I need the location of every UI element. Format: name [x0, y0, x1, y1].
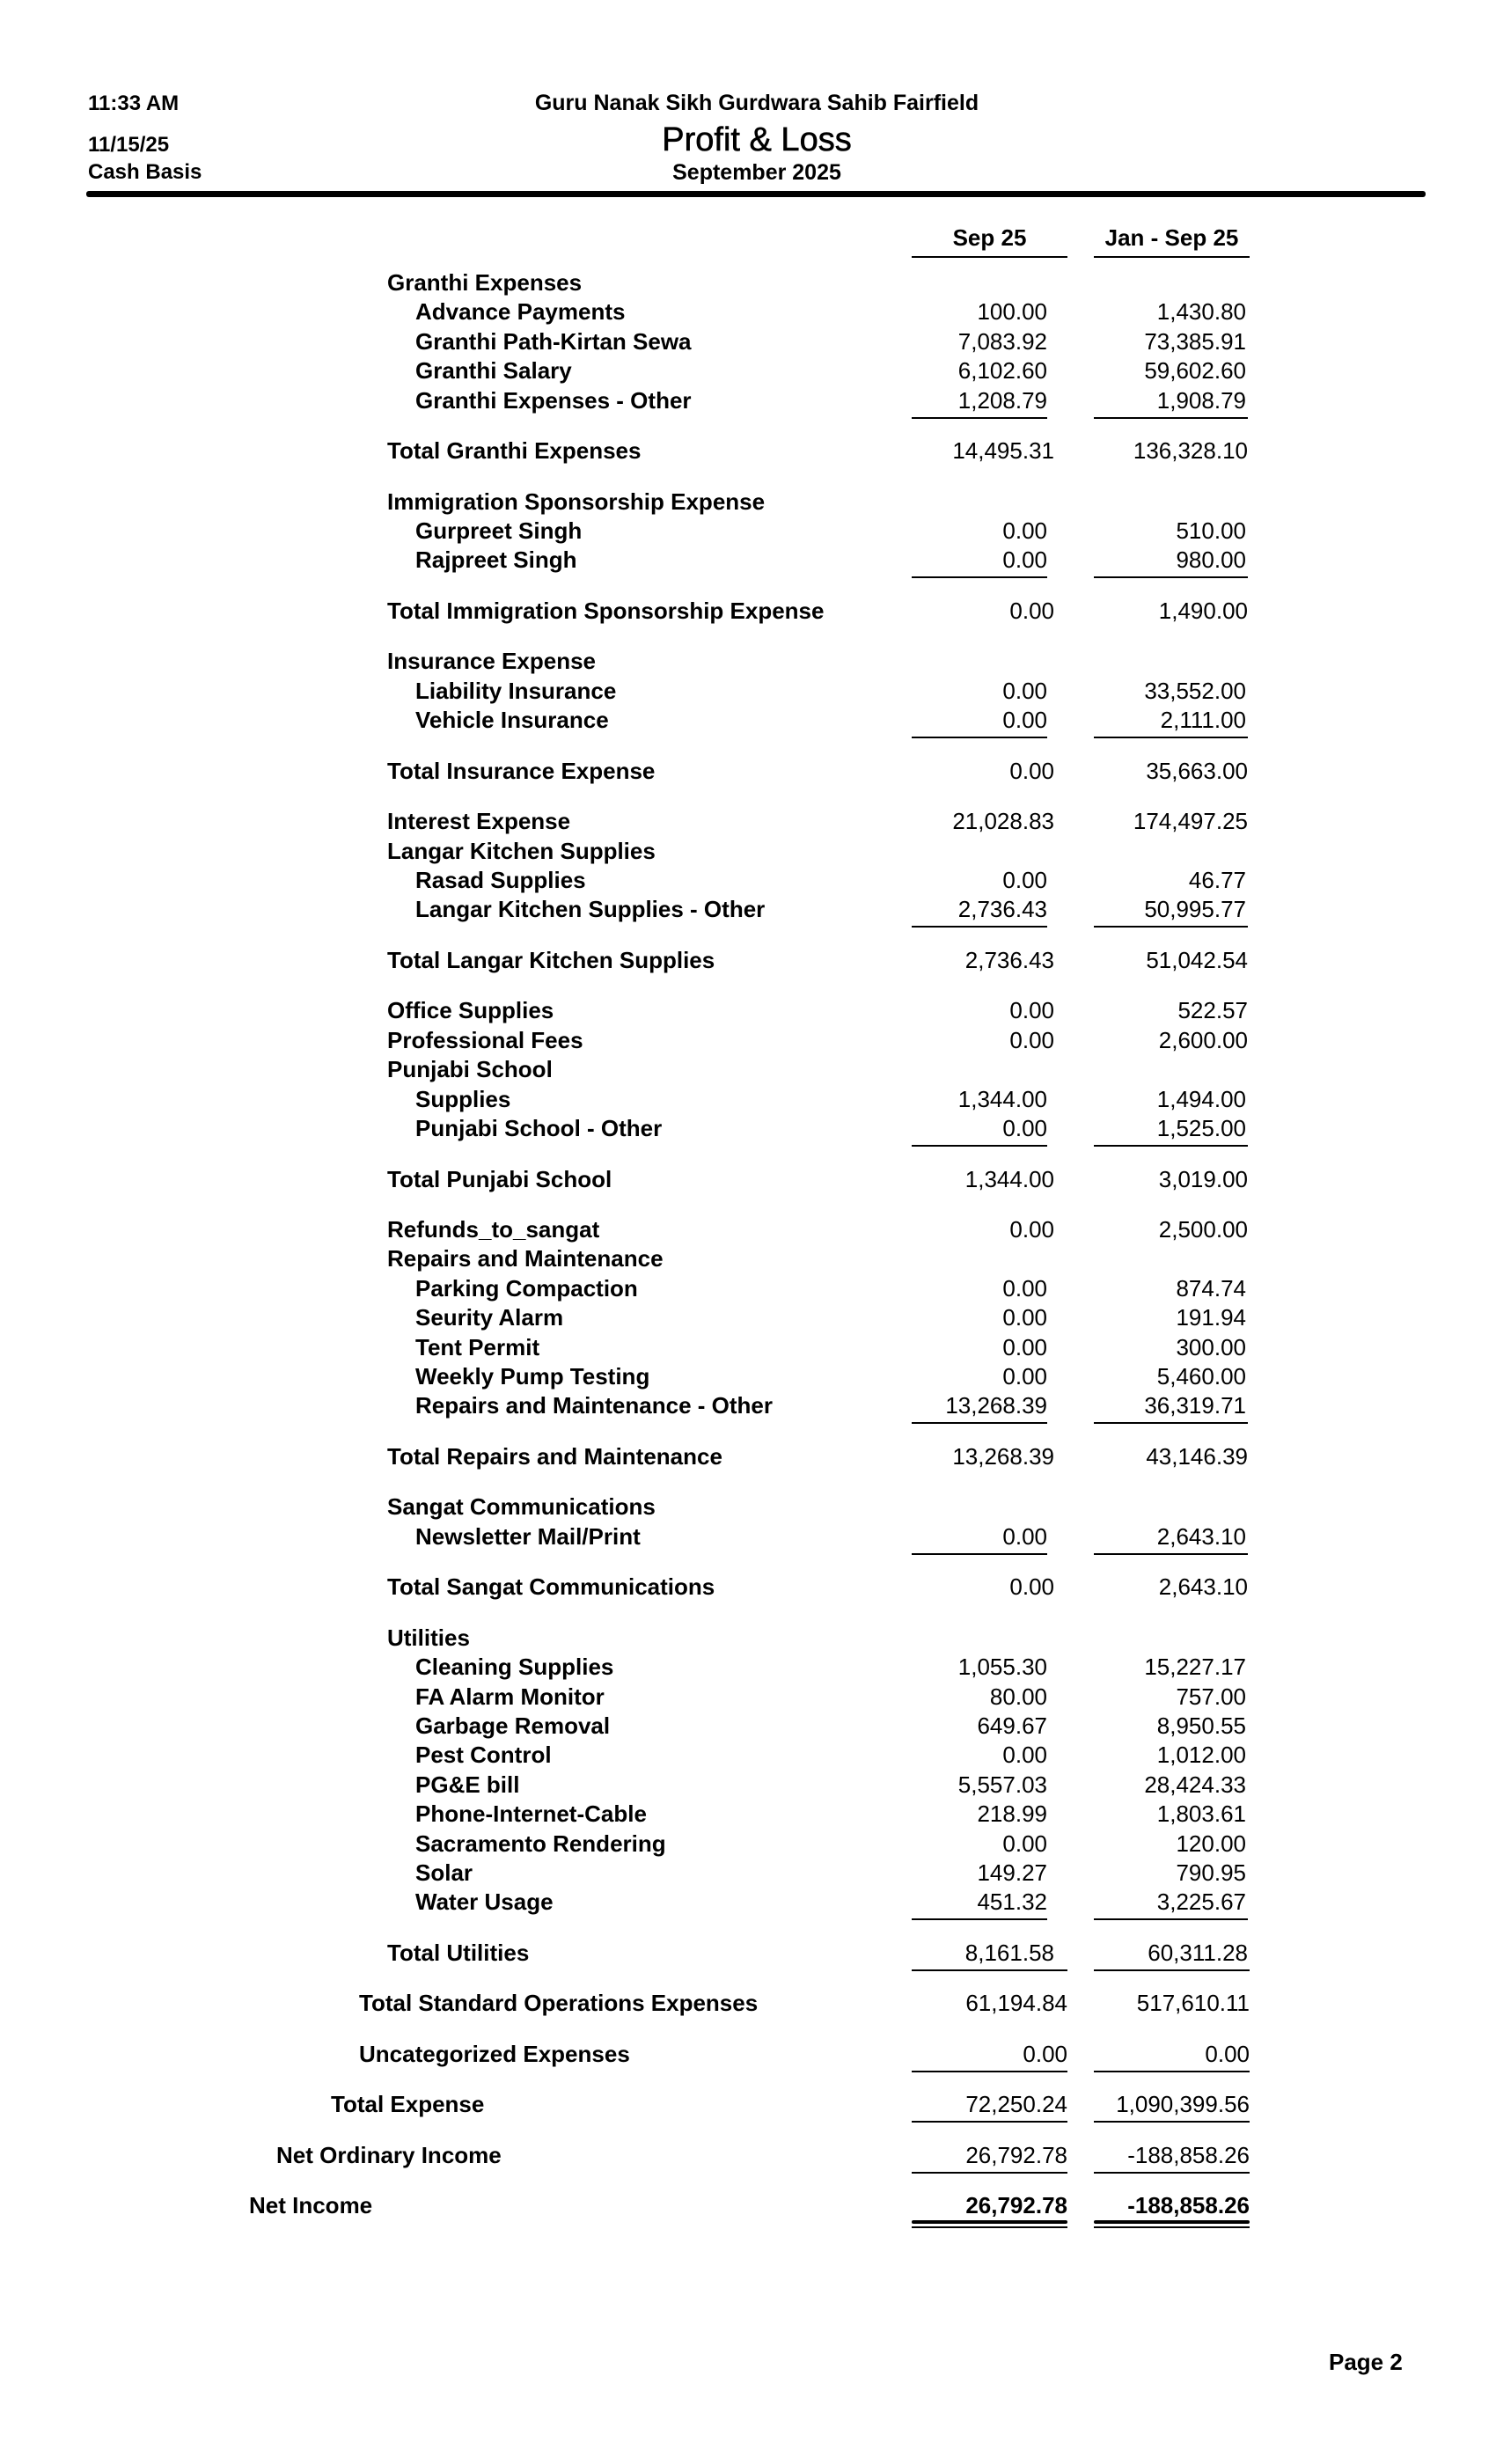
total-row-label: Total Standard Operations Expenses — [359, 1990, 759, 2017]
subtotal-underline — [1094, 1145, 1248, 1147]
account-row-label: Water Usage — [415, 1888, 554, 1916]
account-row-label: Langar Kitchen Supplies - Other — [415, 896, 766, 923]
amount-sep-25: 1,208.79 — [957, 386, 1047, 414]
amount-jan-sep-25: 1,525.00 — [1156, 1115, 1246, 1141]
amount-jan-sep-25: 874.74 — [1176, 1274, 1246, 1302]
amount-jan-sep-25: 28,424.33 — [1144, 1771, 1246, 1798]
double-underline — [1094, 2220, 1250, 2224]
subtotal-underline — [1094, 1553, 1248, 1555]
account-row-label: Interest Expense — [387, 808, 571, 835]
group-row-label: Sangat Communications — [387, 1493, 656, 1521]
amount-jan-sep-25: 1,803.61 — [1156, 1800, 1246, 1828]
total-row-label: Total Utilities — [387, 1939, 530, 1966]
amount-sep-25: 1,344.00 — [964, 1165, 1054, 1192]
amount-jan-sep-25: 60,311.28 — [1148, 1939, 1248, 1966]
amount-sep-25: 0.00 — [1002, 707, 1047, 734]
amount-sep-25: 0.00 — [1002, 1115, 1047, 1141]
amount-sep-25: 0.00 — [1002, 1742, 1047, 1769]
account-row-label: Phone-Internet-Cable — [415, 1800, 647, 1828]
group-row-label: Utilities — [387, 1624, 470, 1651]
group-row-label: Punjabi School — [387, 1056, 553, 1083]
company-name: Guru Nanak Sikh Gurdwara Sahib Fairfield — [534, 91, 979, 115]
account-row-label: Vehicle Insurance — [415, 707, 609, 734]
subtotal-underline — [1094, 576, 1248, 578]
amount-sep-25: 451.32 — [977, 1888, 1047, 1916]
amount-sep-25: 7,083.92 — [957, 327, 1047, 355]
amount-jan-sep-25: 510.00 — [1176, 517, 1246, 544]
amount-sep-25: 1,344.00 — [957, 1085, 1047, 1112]
amount-jan-sep-25: 59,602.60 — [1144, 357, 1246, 385]
amount-sep-25: 0.00 — [1002, 867, 1047, 893]
amount-sep-25: 13,268.39 — [945, 1392, 1047, 1419]
amount-jan-sep-25: 790.95 — [1176, 1859, 1246, 1886]
subtotal-underline — [912, 2071, 1067, 2072]
subtotal-underline — [912, 1422, 1047, 1424]
subtotal-underline — [1094, 2172, 1250, 2174]
amount-jan-sep-25: 174,497.25 — [1133, 808, 1248, 835]
account-row-label: Advance Payments — [415, 298, 626, 326]
amount-sep-25: 21,028.83 — [952, 808, 1054, 835]
account-row-label: Liability Insurance — [415, 677, 617, 704]
amount-sep-25: 13,268.39 — [952, 1442, 1054, 1470]
subtotal-underline — [912, 1918, 1047, 1920]
amount-sep-25: 0.00 — [1002, 1333, 1047, 1360]
amount-sep-25: 0.00 — [1002, 677, 1047, 704]
amount-sep-25: 218.99 — [977, 1800, 1047, 1828]
total-row-label: Total Repairs and Maintenance — [387, 1442, 722, 1470]
total-row-label: Total Granthi Expenses — [387, 437, 642, 465]
double-underline — [1094, 2226, 1250, 2228]
amount-sep-25: 0.00 — [1002, 1274, 1047, 1302]
amount-jan-sep-25: 5,460.00 — [1156, 1363, 1246, 1390]
account-row-label: Weekly Pump Testing — [415, 1363, 650, 1390]
amount-sep-25: 6,102.60 — [957, 357, 1047, 385]
subtotal-underline — [912, 1553, 1047, 1555]
amount-sep-25: 0.00 — [1023, 2040, 1067, 2067]
amount-sep-25: 61,194.84 — [965, 1990, 1067, 2017]
subtotal-underline — [1094, 2071, 1250, 2072]
account-row-label: Gurpreet Singh — [415, 517, 583, 544]
account-row-label: Supplies — [415, 1085, 511, 1112]
amount-sep-25: 0.00 — [1009, 597, 1054, 624]
amount-jan-sep-25: 15,227.17 — [1144, 1654, 1246, 1681]
account-row-label: Garbage Removal — [415, 1712, 611, 1739]
amount-jan-sep-25: 33,552.00 — [1144, 677, 1246, 704]
column-header-underline — [912, 256, 1067, 258]
subtotal-underline — [1094, 1422, 1248, 1424]
amount-jan-sep-25: 522.57 — [1177, 997, 1248, 1024]
amount-jan-sep-25: 1,430.80 — [1156, 298, 1246, 326]
amount-sep-25: 0.00 — [1002, 1304, 1047, 1331]
amount-sep-25: 100.00 — [977, 298, 1047, 326]
account-row-label: Granthi Expenses - Other — [415, 386, 692, 414]
amount-jan-sep-25: -188,858.26 — [1127, 2192, 1250, 2219]
subtotal-underline — [912, 2121, 1067, 2123]
subtotal-underline — [912, 417, 1047, 419]
double-underline — [912, 2220, 1067, 2224]
amount-jan-sep-25: 50,995.77 — [1144, 896, 1246, 923]
amount-jan-sep-25: 1,908.79 — [1156, 386, 1246, 414]
amount-sep-25: 80.00 — [989, 1683, 1047, 1710]
amount-jan-sep-25: 35,663.00 — [1146, 757, 1248, 784]
amount-jan-sep-25: 2,600.00 — [1158, 1026, 1248, 1053]
amount-jan-sep-25: -188,858.26 — [1127, 2141, 1250, 2168]
group-row-label: Granthi Expenses — [387, 269, 583, 296]
amount-sep-25: 0.00 — [1002, 517, 1047, 544]
account-row-label: Refunds_to_sangat — [387, 1216, 600, 1243]
column-header-underline — [1094, 256, 1250, 258]
subtotal-underline — [1094, 1918, 1248, 1920]
amount-sep-25: 1,055.30 — [957, 1654, 1047, 1681]
amount-sep-25: 149.27 — [977, 1859, 1047, 1886]
amount-sep-25: 2,736.43 — [964, 946, 1054, 973]
account-row-label: Repairs and Maintenance - Other — [415, 1392, 773, 1419]
column-header-sep-25: Sep 25 — [952, 224, 1027, 251]
amount-jan-sep-25: 36,319.71 — [1144, 1392, 1246, 1419]
subtotal-underline — [912, 576, 1047, 578]
account-row-label: Tent Permit — [415, 1333, 540, 1360]
header-rule — [86, 191, 1426, 197]
total-row-label: Net Income — [249, 2192, 373, 2219]
amount-jan-sep-25: 1,012.00 — [1156, 1742, 1246, 1769]
subtotal-underline — [1094, 926, 1248, 928]
amount-sep-25: 26,792.78 — [965, 2141, 1067, 2168]
report-period: September 2025 — [672, 160, 841, 185]
amount-jan-sep-25: 2,111.00 — [1160, 707, 1246, 734]
amount-jan-sep-25: 1,090,399.56 — [1116, 2091, 1250, 2118]
amount-sep-25: 0.00 — [1009, 1573, 1054, 1601]
account-row-label: Granthi Salary — [415, 357, 572, 385]
subtotal-underline — [912, 737, 1047, 738]
total-row-label: Total Sangat Communications — [387, 1573, 715, 1601]
group-row-label: Repairs and Maintenance — [387, 1245, 664, 1272]
account-row-label: Seurity Alarm — [415, 1304, 564, 1331]
subtotal-underline — [1094, 417, 1248, 419]
amount-sep-25: 14,495.31 — [952, 437, 1054, 465]
total-row-label: Net Ordinary Income — [276, 2141, 502, 2168]
amount-jan-sep-25: 1,494.00 — [1156, 1085, 1246, 1112]
report-basis: Cash Basis — [88, 160, 202, 184]
double-underline — [912, 2226, 1067, 2228]
amount-jan-sep-25: 136,328.10 — [1133, 437, 1248, 465]
account-row-label: Rasad Supplies — [415, 867, 586, 893]
amount-jan-sep-25: 0.00 — [1205, 2040, 1250, 2067]
amount-sep-25: 0.00 — [1002, 1522, 1047, 1550]
page-number: Page 2 — [1329, 2349, 1403, 2375]
subtotal-underline — [1094, 737, 1248, 738]
subtotal-underline — [1094, 2121, 1250, 2123]
account-row-label: FA Alarm Monitor — [415, 1683, 605, 1710]
account-row-label: Rajpreet Singh — [415, 546, 577, 574]
group-row-label: Insurance Expense — [387, 648, 596, 675]
amount-jan-sep-25: 757.00 — [1176, 1683, 1246, 1710]
total-row-label: Total Expense — [331, 2091, 485, 2118]
account-row-label: Pest Control — [415, 1742, 552, 1769]
report-title: Profit & Loss — [662, 121, 852, 158]
subtotal-underline — [912, 2172, 1067, 2174]
group-row-label: Immigration Sponsorship Expense — [387, 488, 766, 515]
amount-jan-sep-25: 3,019.00 — [1158, 1165, 1248, 1192]
amount-sep-25: 0.00 — [1009, 757, 1054, 784]
amount-jan-sep-25: 51,042.54 — [1146, 946, 1248, 973]
amount-sep-25: 0.00 — [1002, 1830, 1047, 1857]
amount-jan-sep-25: 46.77 — [1188, 867, 1246, 893]
account-row-label: Parking Compaction — [415, 1274, 638, 1302]
amount-jan-sep-25: 120.00 — [1176, 1830, 1246, 1857]
amount-jan-sep-25: 73,385.91 — [1144, 327, 1246, 355]
report-date: 11/15/25 — [88, 133, 170, 157]
account-row-label: Granthi Path-Kirtan Sewa — [415, 327, 692, 355]
amount-jan-sep-25: 3,225.67 — [1156, 1888, 1246, 1916]
amount-jan-sep-25: 2,500.00 — [1158, 1216, 1248, 1243]
total-row-label: Total Punjabi School — [387, 1165, 612, 1192]
subtotal-underline — [912, 1969, 1067, 1971]
amount-sep-25: 5,557.03 — [957, 1771, 1047, 1798]
amount-sep-25: 0.00 — [1009, 997, 1054, 1024]
amount-jan-sep-25: 300.00 — [1176, 1333, 1246, 1360]
amount-jan-sep-25: 191.94 — [1176, 1304, 1246, 1331]
amount-sep-25: 0.00 — [1002, 1363, 1047, 1390]
amount-jan-sep-25: 2,643.10 — [1156, 1522, 1246, 1550]
amount-jan-sep-25: 517,610.11 — [1136, 1990, 1250, 2017]
account-row-label: Sacramento Rendering — [415, 1830, 666, 1857]
amount-sep-25: 0.00 — [1009, 1026, 1054, 1053]
account-row-label: Uncategorized Expenses — [359, 2040, 630, 2067]
amount-sep-25: 2,736.43 — [957, 896, 1047, 923]
account-row-label: Professional Fees — [387, 1026, 583, 1053]
account-row-label: Punjabi School - Other — [415, 1115, 663, 1141]
amount-sep-25: 72,250.24 — [965, 2091, 1067, 2118]
account-row-label: Solar — [415, 1859, 473, 1886]
amount-sep-25: 8,161.58 — [964, 1939, 1054, 1966]
amount-jan-sep-25: 43,146.39 — [1146, 1442, 1248, 1470]
amount-sep-25: 649.67 — [977, 1712, 1047, 1739]
amount-sep-25: 0.00 — [1009, 1216, 1054, 1243]
amount-sep-25: 0.00 — [1002, 546, 1047, 574]
amount-jan-sep-25: 2,643.10 — [1158, 1573, 1248, 1601]
total-row-label: Total Langar Kitchen Supplies — [387, 946, 715, 973]
report-time: 11:33 AM — [88, 92, 180, 115]
subtotal-underline — [912, 1145, 1047, 1147]
account-row-label: PG&E bill — [415, 1771, 520, 1798]
subtotal-underline — [912, 926, 1047, 928]
amount-jan-sep-25: 980.00 — [1176, 546, 1246, 574]
subtotal-underline — [1094, 1969, 1250, 1971]
column-header-jan-sep-25: Jan - Sep 25 — [1104, 224, 1239, 251]
amount-sep-25: 26,792.78 — [965, 2192, 1067, 2219]
account-row-label: Newsletter Mail/Print — [415, 1522, 641, 1550]
total-row-label: Total Immigration Sponsorship Expense — [387, 597, 825, 624]
amount-jan-sep-25: 8,950.55 — [1156, 1712, 1246, 1739]
amount-jan-sep-25: 1,490.00 — [1158, 597, 1248, 624]
total-row-label: Total Insurance Expense — [387, 757, 656, 784]
account-row-label: Cleaning Supplies — [415, 1654, 614, 1681]
account-row-label: Office Supplies — [387, 997, 554, 1024]
group-row-label: Langar Kitchen Supplies — [387, 837, 656, 864]
